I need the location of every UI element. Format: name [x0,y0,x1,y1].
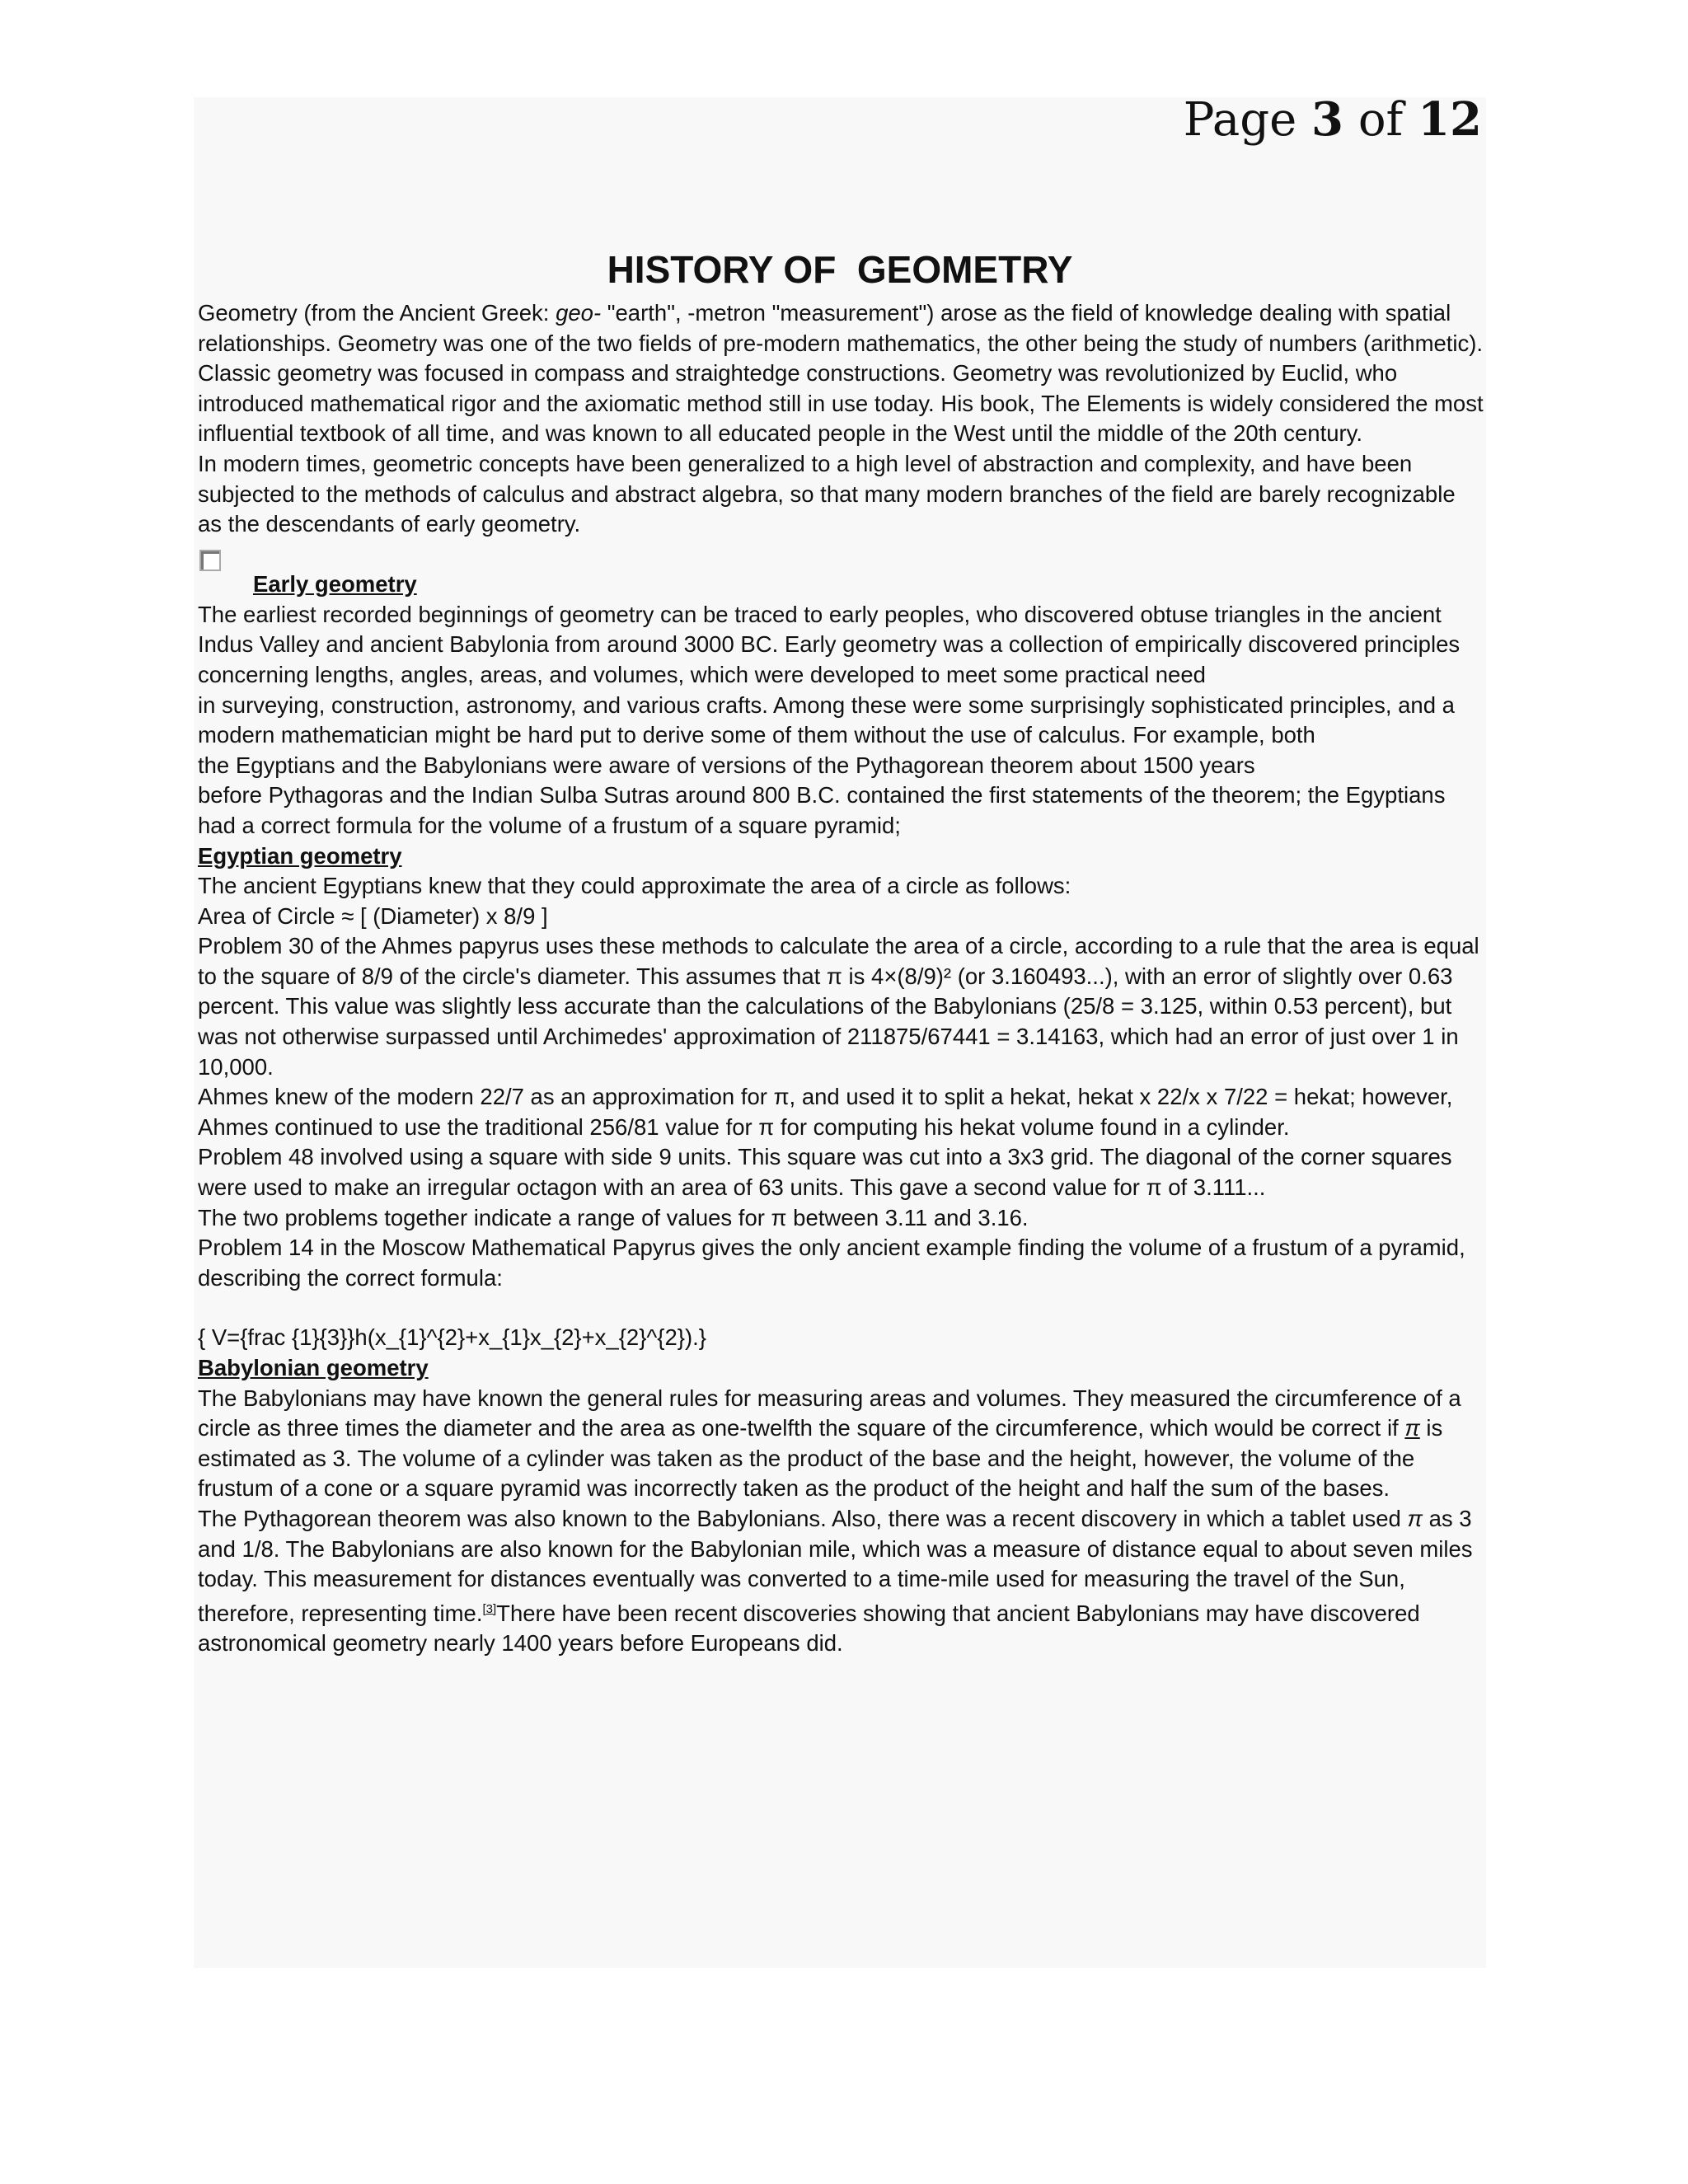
babylonian-paragraph-1: The Babylonians may have known the general rules for measuring areas and volumes. They measured the circumference of a circle as three times the diameter and the area as one-twelfth the square of the circumference, which would be correct if π is estimated as 3. The volume of a cylinder was taken as the product of the base and the height, however, the volume of the frustum of a cone or a square pyramid was incorrectly taken as the product of the height and half the sum of the bases. [198,1385,1461,1502]
egyptian-geometry-heading: Egyptian geometry [198,842,402,869]
early-paragraph-1: The earliest recorded beginnings of geometry can be traced to early peoples, who discovered obtuse triangles in the ancient Indus Valley and ancient Babylonia from around 3000 BC. Early geometry was a collection of empirically discovered principles concerning lengths, angles, areas, and volumes, which were developed to meet some practical need [198,601,1461,687]
babylonian-paragraph-2: The Pythagorean theorem was also known to the Babylonians. Also, there was a recent discovery in which a tablet used π as 3 and 1/8. The Babylonians are also known for the Babylonian mile, which was a measure of distance equal to about seven miles today. This measurement for distances eventually was converted to a time-mile used for measuring the travel of the Sun, therefore, representing time.[3]There have been recent discoveries showing that ancient Babylonians may have discovered astronomical geometry nearly 1400 years before Europeans did. [198,1505,1473,1657]
document-title: HISTORY OF GEOMETRY [607,248,1073,291]
early-geometry-heading-row [198,540,1484,600]
current-page-number: 3 [1311,92,1344,147]
citation-link[interactable]: [3] [482,1601,497,1616]
broken-image-icon [199,550,221,571]
intro-paragraph-1: Geometry (from the Ancient Greek: geo- "earth", -metron "measurement") arose as the field of knowledge dealing with spatial relationships. Geometry was one of the two fields of pre-modern mathematics, the other being the study of numbers (arithmetic). [198,300,1484,356]
pi-link[interactable]: π [1404,1415,1420,1441]
early-paragraph-4: before Pythagoras and the Indian Sulba Sutras around 800 B.C. contained the first statements of the theorem; the Egyptians had a correct formula for the volume of a frustum of a square pyramid; [198,782,1446,838]
total-page-count: 12 [1418,92,1482,147]
egyptian-paragraph-7: Problem 14 in the Moscow Mathematical Papyrus gives the only ancient example finding the volume of a frustum of a pyramid, describing the correct formula: [198,1235,1465,1291]
egyptian-paragraph-2: Area of Circle ≈ [ (Diameter) x 8/9 ] [198,902,548,929]
egyptian-paragraph-5: Problem 48 involved using a square with side 9 units. This square was cut into a 3x3 grid. The diagonal of the corner squares were used to make an irregular octagon with an area of 63 units. This gave a second value for π of 3.111... [198,1144,1452,1201]
egyptian-paragraph-4: Ahmes knew of the modern 22/7 as an approximation for π, and used it to split a hekat, hekat x 22/x x 7/22 = hekat; however, Ahmes continued to use the traditional 256/81 value for π for computing his hekat volume found in a cylinder. [198,1084,1453,1140]
frustum-formula: { V={frac {1}{3}}h(x_{1}^{2}+x_{1}x_{2}+x_{2}^{2}).} [198,1324,706,1351]
egyptian-paragraph-1: The ancient Egyptians knew that they could approximate the area of a circle as follows: [198,873,1071,899]
intro-paragraph-3: In modern times, geometric concepts have been generalized to a high level of abstraction and complexity, and have been subjected to the methods of calculus and abstract algebra, so that many modern branches of the field are barely recognizable as the descendants of early geometry. [198,450,1456,537]
intro-paragraph-2: Classic geometry was focused in compass and straightedge constructions. Geometry was revolutionized by Euclid, who introduced mathematical rigor and the axiomatic method still in use today. His book, The Elements is widely considered the most influential textbook of all time, and was known to all educated people in the West until the middle of the 20th century. [198,360,1484,447]
document-body [198,298,1484,1659]
egyptian-paragraph-3: Problem 30 of the Ahmes papyrus uses these methods to calculate the area of a circle, according to a rule that the area is equal to the square of 8/9 of the circle's diameter. This assumes that π is 4×(8/9)² (or 3.160493...), with an error of slightly over 0.63 percent. This value was slightly less accurate than the calculations of the Babylonians (25/8 = 3.125, within 0.53 percent), but was not otherwise surpassed until Archimedes' approximation of 211875/67441 = 3.14163, which had an error of just over 1 in 10,000. [198,933,1479,1080]
early-paragraph-3: the Egyptians and the Babylonians were aware of versions of the Pythagorean theorem about 1500 years [198,752,1255,778]
spacer [198,1293,1484,1323]
early-paragraph-2: in surveying, construction, astronomy, and various crafts. Among these were some surprisingly sophisticated principles, and a modern mathematician might be hard put to derive some of them without the use of calculus. For example, both [198,691,1455,748]
babylonian-geometry-heading: Babylonian geometry [198,1355,429,1380]
early-geometry-heading: Early geometry [253,570,417,597]
egyptian-paragraph-6: The two problems together indicate a range of values for π between 3.11 and 3.16. [198,1204,1029,1230]
page-indicator: Page 3 of 12 [1183,92,1482,147]
